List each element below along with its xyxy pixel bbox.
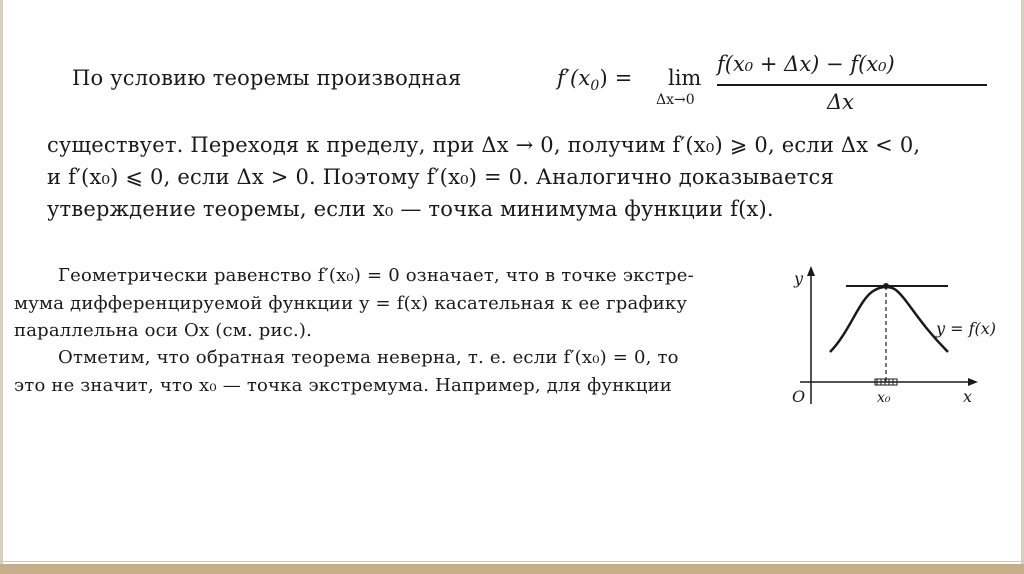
derivative-lhs [557,66,633,94]
paragraph2-line5: это не значит, что x₀ — точка экстремума. Например, для функции [14,375,673,396]
x-axis-arrow [968,378,978,386]
paragraph2-line3: параллельна оси Ox (см. рис.). [14,320,313,341]
curve-label: y = f(x) [936,319,997,338]
extremum-figure [780,262,1020,412]
y-axis-arrow [807,266,815,276]
x0-label: x₀ [877,390,891,406]
extremum-point [883,283,889,289]
x-axis-label: x [963,387,973,406]
paragraph1-line2: и f′(x₀) ⩽ 0, если Δx > 0. Поэтому f′(x₀) = 0. Аналогично доказывается [47,165,834,189]
paragraph2-line4: Отметим, что обратная теорема неверна, т. е. если f′(x₀) = 0, то [58,347,679,368]
limit-subscript: Δx→0 [656,92,695,108]
left-frame-border [0,0,3,574]
derivative-lhs-text: f′(x [557,66,591,90]
paragraph2-line1: Геометрически равенство f′(x₀) = 0 означает, что в точке экстре- [58,265,694,286]
y-axis-label: y [794,269,804,288]
fraction-denominator: Δx [827,90,855,114]
fraction-bar [717,84,987,86]
bottom-divider [0,561,1024,562]
derivative-lhs-close: ) = [599,66,633,90]
function-curve [830,287,948,352]
paragraph2-line2: мума дифференцируемой функции y = f(x) касательная к ее графику [14,293,688,314]
derivative-lhs-subscript: 0 [590,78,600,95]
limit-operator: lim [668,66,702,90]
fraction-numerator: f(x₀ + Δx) − f(x₀) [717,52,895,76]
origin-label: O [792,387,806,406]
paragraph1-line3: утверждение теоремы, если x₀ — точка минимума функции f(x). [47,197,774,221]
bottom-bar [0,564,1024,574]
intro-text: По условию теоремы производная [72,66,462,90]
paragraph1-line1: существует. Переходя к пределу, при Δx → 0, получим f′(x₀) ⩾ 0, если Δx < 0, [47,133,921,157]
derivative-fraction [717,52,997,122]
